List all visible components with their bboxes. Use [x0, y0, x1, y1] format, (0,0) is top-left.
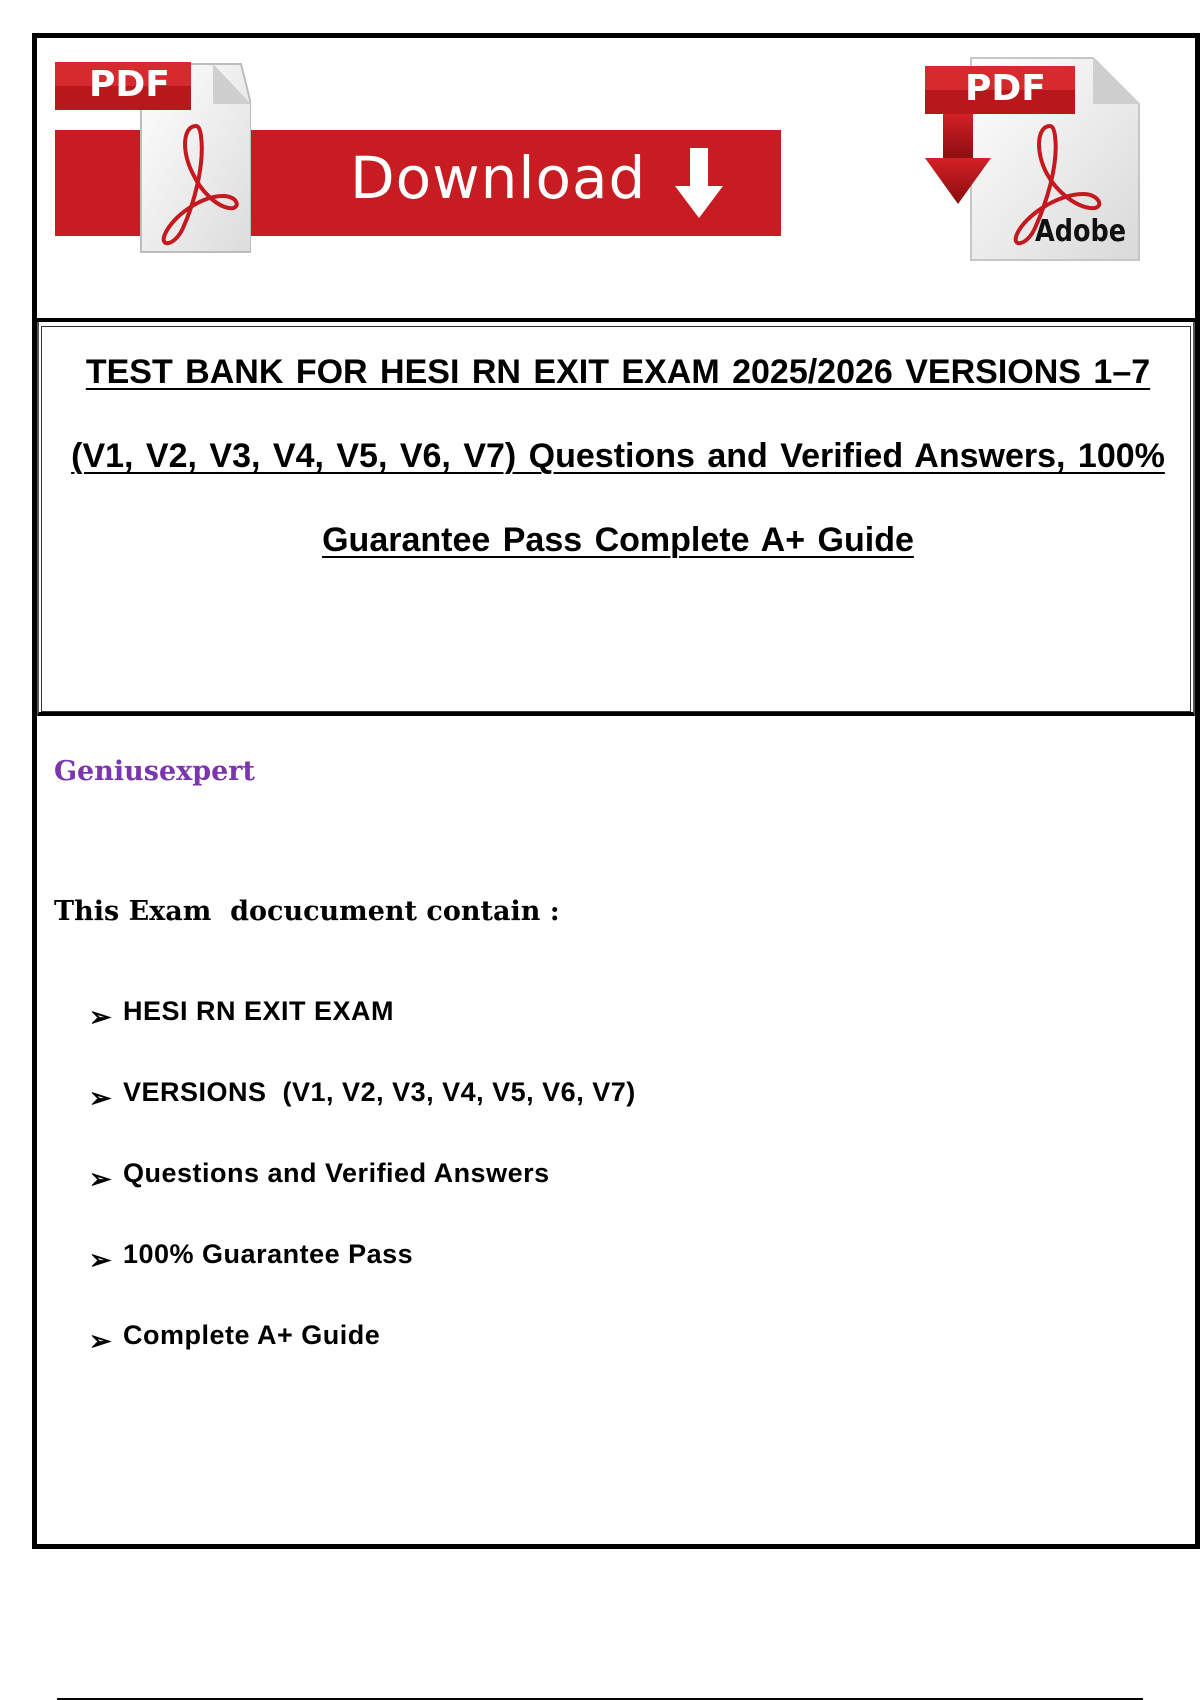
- arrow-bullet-icon: ➢: [89, 1245, 113, 1275]
- download-banner-section: [37, 38, 1195, 322]
- list-item: [89, 1077, 636, 1158]
- intro-text: This Exam docucument contain :: [54, 896, 560, 927]
- page-frame: [32, 33, 1200, 1549]
- download-arrow-icon: [673, 148, 725, 225]
- arrow-bullet-icon: ➢: [89, 1002, 113, 1032]
- adobe-label: Adobe: [1035, 214, 1127, 249]
- document-title: TEST BANK FOR HESI RN EXIT EXAM 2025/2026 VERSIONS 1–7 (V1, V2, V3, V4, V5, V6, V7) Questions and Verified Answers, 100% Guarantee Pass Complete A+ Guide: [71, 353, 1165, 559]
- pdf-badge-right-label: PDF: [965, 68, 1046, 109]
- content-section: [37, 716, 1195, 1544]
- list-item-text: VERSIONS (V1, V2, V3, V4, V5, V6, V7): [123, 1077, 636, 1107]
- arrow-bullet-icon: ➢: [89, 1083, 113, 1113]
- arrow-bullet-icon: ➢: [89, 1326, 113, 1356]
- contents-list: [89, 996, 636, 1401]
- list-item-text: Complete A+ Guide: [123, 1320, 381, 1350]
- arrow-bullet-icon: ➢: [89, 1164, 113, 1194]
- list-item-text: HESI RN EXIT EXAM: [123, 996, 395, 1026]
- download-label: Download: [350, 144, 647, 212]
- list-item-text: 100% Guarantee Pass: [123, 1239, 414, 1269]
- author-name: Geniusexpert: [54, 756, 255, 787]
- list-item: [89, 996, 395, 1077]
- adobe-pdf-icon: [925, 54, 1155, 264]
- list-item-text: Questions and Verified Answers: [123, 1158, 550, 1188]
- list-item: [89, 1239, 414, 1320]
- list-item: [89, 1320, 381, 1401]
- list-item: [89, 1158, 550, 1239]
- pdf-badge-left-label: PDF: [89, 64, 170, 105]
- title-section: [37, 322, 1195, 716]
